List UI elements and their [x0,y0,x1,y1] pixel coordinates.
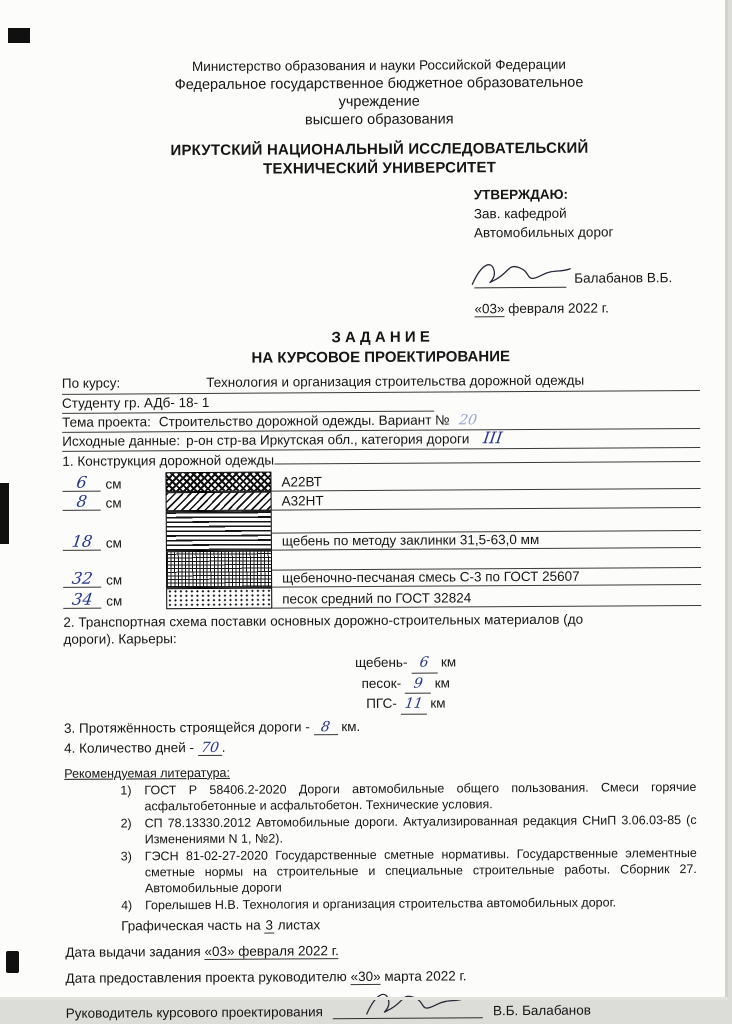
student-label: Студенту гр. АДб- 18- 1 [62,393,209,412]
approval-role-2: Автомобильных дорог [474,222,699,242]
literature-list [120,779,697,914]
quarry-distance-handwritten: 6 [419,656,430,670]
theme-label: Тема проекта: [62,413,151,432]
graphic-part-line [121,915,703,934]
layer-4-unit: см [106,572,122,587]
document-title-line-1: З А Д А Н И Е [62,326,700,349]
quarry-distance-handwritten: 11 [404,697,424,711]
transport-scheme-paragraph [63,610,701,649]
approval-date-number: «03» [474,302,504,318]
layer-4-thickness-cell [63,551,166,589]
quarry-item-pgs [110,692,702,716]
road-length-unit: км. [341,719,360,734]
road-category-handwritten: III [482,430,503,446]
approval-date-rest: февраля 2022 г. [504,301,608,317]
scan-artifact-bottom-left [6,951,19,973]
scan-artifact-top-left [8,28,30,43]
quarry-label: ПГС- [366,696,397,711]
approval-title: УТВЕРЖДАЮ: [474,185,699,205]
supervisor-label: Руководитель курсового проектирования [66,1004,323,1021]
quarry-distance-handwritten: 9 [413,676,424,690]
layer-1-thickness-handwritten: 6 [75,475,87,491]
approval-signature-row [474,257,699,288]
layer-1-thickness-cell [62,472,165,493]
layer-1-unit: см [105,476,121,491]
graphic-part-prefix: Графическая часть на [121,917,261,933]
construction-heading-row [62,448,700,471]
layer-5-thickness-cell [63,588,166,610]
literature-item-number: 1) [120,782,144,814]
layer-5-unit: см [106,593,122,608]
literature-item [121,894,697,914]
layer-3-thickness-cell [63,511,166,552]
literature-item [120,779,696,815]
student-underlined-area [62,392,434,413]
theme-value: Строительство дорожной одежды. Вариант № [159,411,450,431]
literature-item-text: Горелышев Н.В. Технология и организация строительства автомобильных дорог. [145,894,697,913]
quarry-label: щебень- [355,655,407,670]
layer-row-5 [63,585,701,610]
issue-date-value: «03» февраля 2022 г. [204,943,338,960]
supervisor-signature-line [333,1017,483,1019]
university-name-line-2: ТЕХНИЧЕСКИЙ УНИВЕРСИТЕТ [61,158,699,181]
layer-3-unit: см [106,535,122,550]
layer-row-3 [63,508,701,552]
layer-3-thickness-handwritten: 18 [71,534,94,550]
layer-2-label: А32НТ [272,491,701,511]
literature-item-text: ГОСТ Р 58406.2-2020 Дороги автомобильные общего пользования. Смеси горячие асфальтобетонные и асфальтобетон. Технические условия. [144,779,696,814]
quarry-distances [110,651,702,716]
supervisor-line [66,1002,704,1021]
literature-item-text: ГЭСН 81-02-27-2020 Государственные сметные нормативы. Государственные элементные сметные нормы на строительные и специальные строительные работы. Сборник 27. Автомобильные дороги [145,845,697,896]
layer-4-label: щебеночно-песчаная смесь С-3 по ГОСТ 25607 [272,568,701,588]
layer-5-hatch-swatch [166,587,272,609]
quarry-label: песок- [361,675,401,690]
layer-row-4 [63,548,701,589]
supervisor-signature [361,987,469,1022]
initial-data-value: р-он стр-ва Иркутская обл., категория дороги [186,430,469,450]
initial-data-label: Исходные данные: [62,432,180,451]
layer-1-label: А22ВТ [271,472,700,492]
road-length-line [64,717,702,737]
road-length-label: 3. Протяжённость строящейся дороги - [64,719,310,736]
issue-date-label: Дата выдачи задания [65,944,200,960]
literature-section [64,763,703,934]
assignment-fields [62,371,701,470]
approval-signature [466,258,574,293]
literature-item [121,845,697,897]
institution-line-1: Федеральное государственное бюджетное образовательное [60,73,698,95]
approval-name: Балабанов В.Б. [574,269,672,288]
layer-2-thickness-handwritten: 8 [75,494,87,510]
days-count-label: 4. Количество дней - [64,740,194,756]
transport-scheme-line-1: 2. Транспортная схема поставки основных дорожно-строительных материалов (до [63,610,701,631]
scan-artifact-left-edge [0,483,9,544]
literature-item-number: 3) [121,848,145,896]
course-spacer [120,387,206,388]
course-value: Технология и организация строительства дорожной одежды [206,372,584,393]
quarry-unit: км [430,696,445,711]
literature-item [121,812,697,848]
university-name [60,139,698,180]
approval-date [474,299,699,319]
course-label: По курсу: [62,375,121,394]
literature-heading: Рекомендуемая литература: [64,763,702,781]
layer-4-thickness-handwritten: 32 [71,571,94,587]
graphic-sheets-count: 3 [264,917,274,933]
layer-2-thickness-cell [63,492,166,512]
university-name-line-1: ИРКУТСКИЙ НАЦИОНАЛЬНЫЙ ИССЛЕДОВАТЕЛЬСКИЙ [60,139,698,162]
transport-scheme-line-2: дороги). Карьеры: [63,627,701,648]
document-title [62,326,700,369]
ministry-header [60,56,698,131]
literature-item-text: СП 78.13330.2012 Автомобильные дороги. Актуализированная редакция СНиП 3.06.03-85 (с Изменениями N 1, №2). [145,812,697,847]
submission-date-label: Дата предоставления проекта руководителю [65,969,346,986]
layer-1-hatch-swatch [165,471,271,492]
quarry-unit: км [441,654,456,669]
quarry-unit: км [435,675,450,690]
layer-3-hatch-swatch [166,510,272,551]
theme-variant-handwritten: 20 [459,413,479,427]
days-count-handwritten: 70 [200,741,220,755]
layer-2-hatch-swatch [166,491,272,511]
student-blank [209,392,434,412]
scan-edge-shadow-right [725,0,728,1000]
issue-date-line [65,941,703,960]
submission-date-number: «30» [351,969,381,985]
construction-heading-rule [274,448,700,464]
layer-3-label: щебень по методу заклинки 31,5-63,0 мм [272,531,701,551]
literature-item-number: 4) [121,897,145,913]
layer-5-label: песок средний по ГОСТ 32824 [272,589,701,609]
submission-date-rest: марта 2022 г. [384,968,466,984]
submission-date-line [65,967,703,986]
layer-5-thickness-handwritten: 34 [71,592,94,608]
institution-line-3: высшего образования [60,109,698,131]
approval-role-1: Зав. кафедрой [474,204,699,224]
layer-4-hatch-swatch [166,550,272,588]
layer-2-unit: см [106,495,122,510]
days-count-suffix: . [222,740,226,755]
institution-line-2: учреждение [60,91,698,113]
ministry-line: Министерство образования и науки Российской Федерации [60,56,698,77]
days-count-line [64,737,702,757]
literature-item-number: 2) [121,815,145,847]
graphic-part-suffix: листах [278,917,321,932]
scan-edge-shadow-bottom [0,997,728,1000]
supervisor-name: В.Б. Балабанов [493,1002,591,1018]
approval-block [474,185,700,320]
document-title-line-2: НА КУРСОВОЕ ПРОЕКТИРОВАНИЕ [251,347,510,368]
construction-heading: 1. Конструкция дорожной одежды [62,451,274,471]
pavement-layers-table [62,469,701,610]
road-length-handwritten: 8 [320,720,331,734]
